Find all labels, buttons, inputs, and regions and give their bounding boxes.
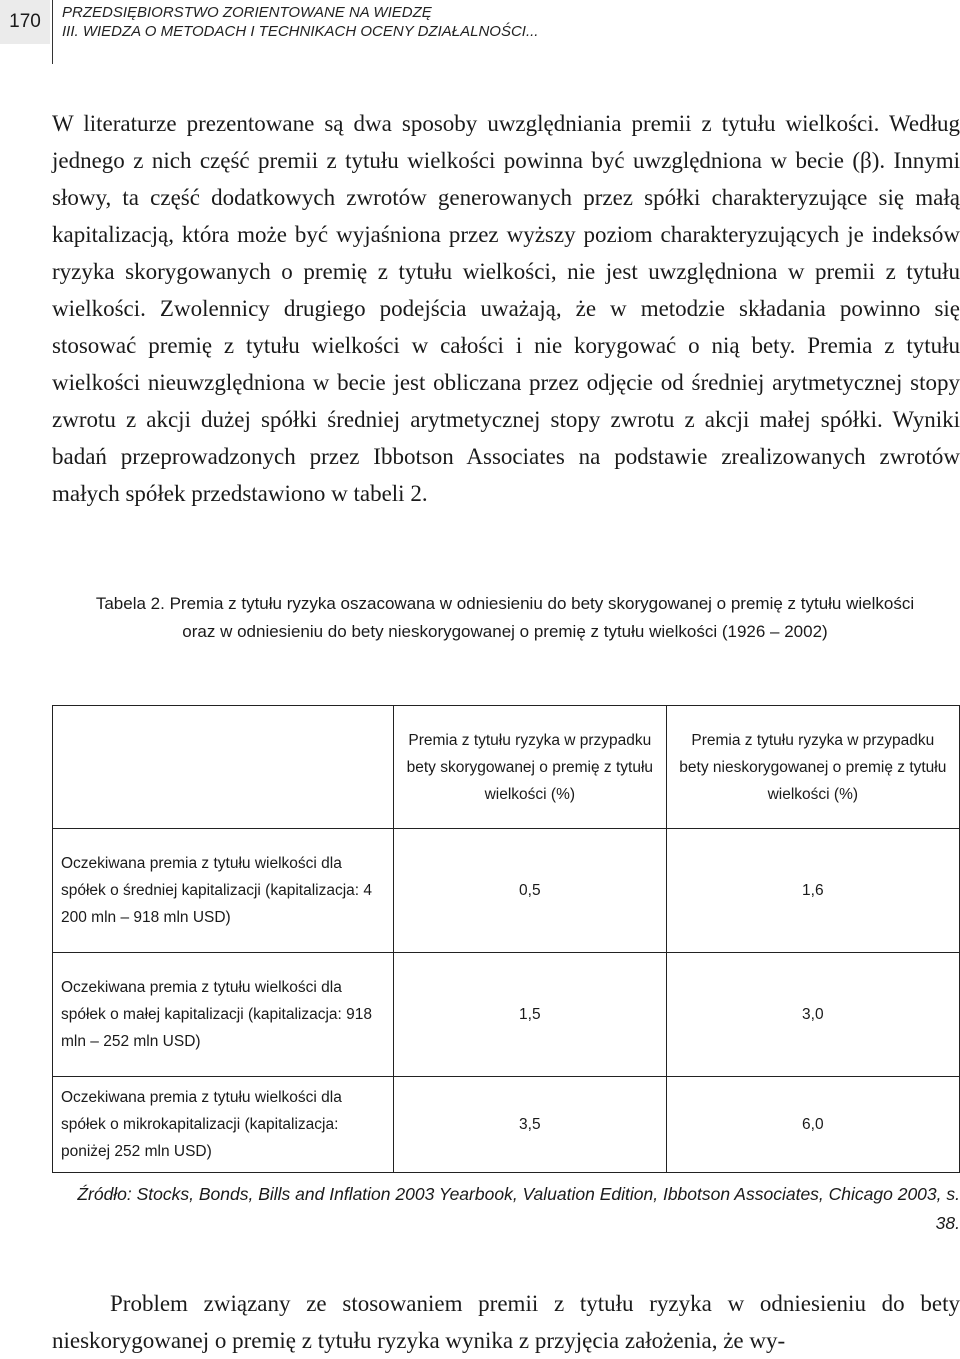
value-micro-cap-adjusted: 3,5 [394,1077,667,1173]
risk-premium-table [52,705,960,1173]
table-caption: Tabela 2. Premia z tytułu ryzyka oszacowana w odniesieniu do bety skorygowanej o premię z tytułu wielkości oraz w odniesieniu do bety nieskorygowanej o premię z tytułu wielkości (1926 – 2002) [95,594,915,641]
running-head [62,3,538,41]
table-row [53,953,960,1077]
table-header-row [53,706,960,829]
table-row [53,1077,960,1173]
row-label-small-cap: Oczekiwana premia z tytułu wielkości dla spółek o małej kapitalizacji (kapitalizacja: 918 mln – 252 mln USD) [53,953,394,1077]
table-header-adjusted-beta: Premia z tytułu ryzyka w przypadku bety skorygowanej o premię z tytułu wielkości (%) [394,706,667,829]
header-divider [52,0,53,64]
row-label-mid-cap: Oczekiwana premia z tytułu wielkości dla spółek o średniej kapitalizacji (kapitalizacja: 4 200 mln – 918 mln USD) [53,829,394,953]
table-row [53,829,960,953]
row-label-micro-cap: Oczekiwana premia z tytułu wielkości dla spółek o mikrokapitalizacji (kapitalizacja: poniżej 252 mln USD) [53,1077,394,1173]
body-paragraph-2: Problem związany ze stosowaniem premii z tytułu ryzyka w odniesieniu do bety nieskorygowanej o premię z tytułu ryzyka wynika z przyjęcia założenia, że wy- [52,1291,960,1353]
running-head-line2: III. WIEDZA O METODACH I TECHNIKACH OCENY DZIAŁALNOŚCI... [62,23,539,40]
value-small-cap-adjusted: 1,5 [394,953,667,1077]
table-header-empty [53,706,394,829]
body-paragraph-1: W literaturze prezentowane są dwa sposoby uwzględniania premii z tytułu wielkości. Według jednego z nich część premii z tytułu wielkości powinna być uwzględniona w becie (β). Innymi słowy, ta część dodatkowych zwrotów generowanych przez spółki charakteryzujące się małą kapitalizacją, która może być wyjaśniona przez wyższy poziom charakteryzujących je indeksów ryzyka skorygowanych o premię z tytułu wielkości, nie jest uwzględniona w premii z tytułu wielkości. Zwolennicy drugiego podejścia uważają, że w metodzie składania powinno się stosować premię z tytułu wielkości w całości i nie korygować o nią bety. Premia z tytułu wielkości nieuwzględniona w becie jest obliczana przez odjęcie od średniej arytmetycznej stopy zwrotu z akcji dużej spółki średniej arytmetycznej stopy zwrotu z akcji małej spółki. Wyniki badań przeprowadzonych przez Ibbotson Associates na podstawie zrealizowanych zwrotów małych spółek przedstawiono w tabeli 2. [52,111,960,506]
table-source-note: Źródło: Stocks, Bonds, Bills and Inflation 2003 Yearbook, Valuation Edition, Ibbotson Associates, Chicago 2003, s. 38. [77,1184,960,1233]
value-micro-cap-unadjusted: 6,0 [666,1077,959,1173]
value-mid-cap-unadjusted: 1,6 [666,829,959,953]
page-number: 170 [0,0,50,44]
table-header-unadjusted-beta: Premia z tytułu ryzyka w przypadku bety nieskorygowanej o premię z tytułu wielkości (%) [666,706,959,829]
running-head-line1: PRZEDSIĘBIORSTWO ZORIENTOWANE NA WIEDZĘ [62,4,432,21]
value-small-cap-unadjusted: 3,0 [666,953,959,1077]
value-mid-cap-adjusted: 0,5 [394,829,667,953]
